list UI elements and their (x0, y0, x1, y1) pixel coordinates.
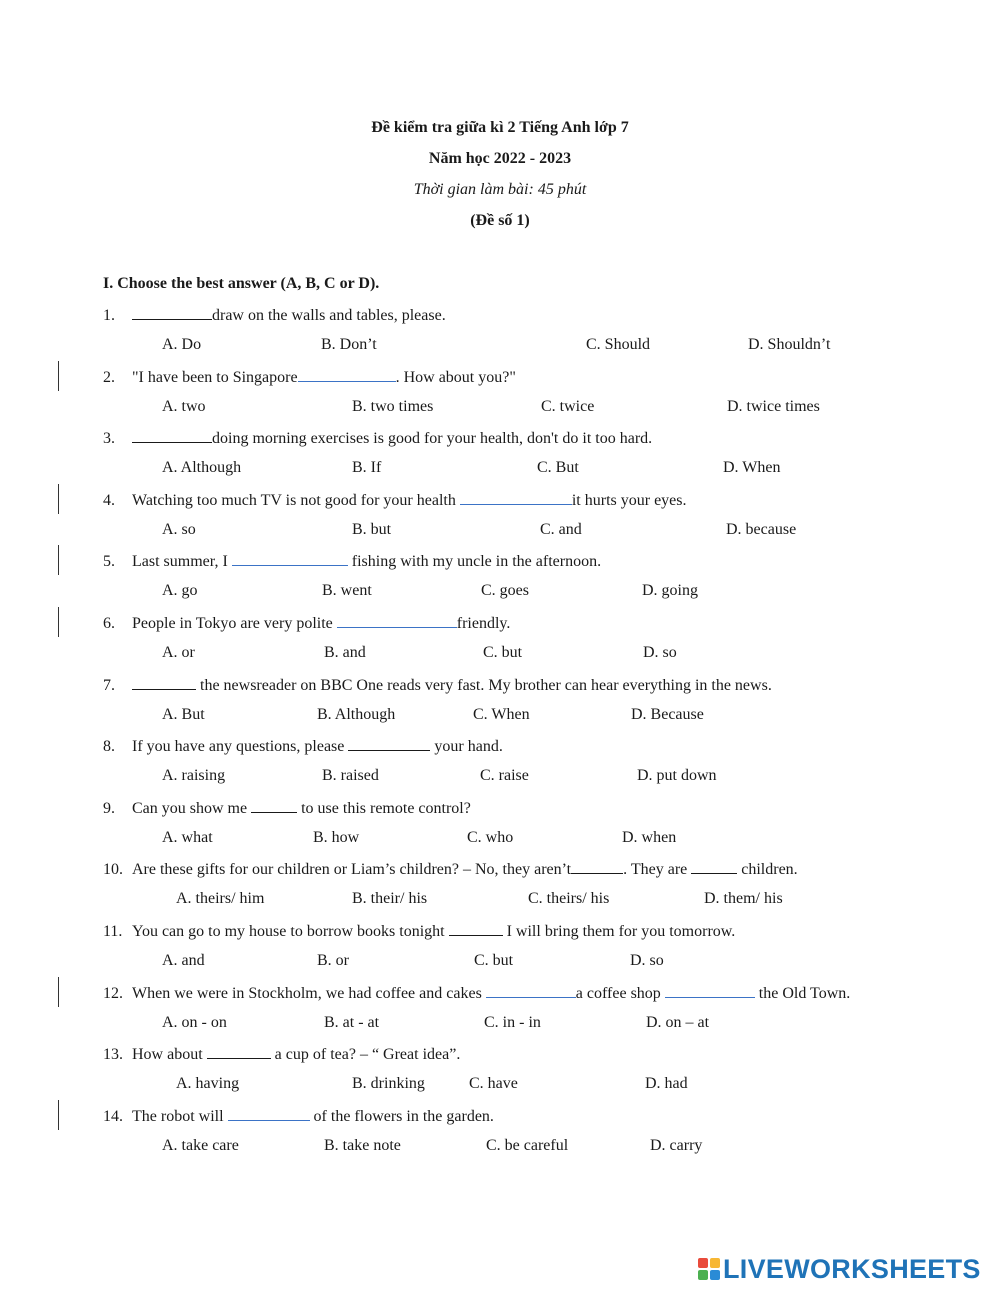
answer-option[interactable]: B. take note (324, 1137, 401, 1154)
answer-blank[interactable] (132, 428, 212, 443)
answer-option[interactable]: A. or (162, 644, 195, 661)
logo-mark-icon (698, 1258, 720, 1280)
answer-blank[interactable] (132, 305, 212, 320)
answer-option[interactable]: C. twice (541, 398, 595, 415)
question-text: to use this remote control? (297, 800, 471, 817)
question-number: 8. (103, 738, 115, 755)
question-text: a coffee shop (575, 985, 665, 1002)
question-text: the Old Town. (754, 985, 851, 1002)
answer-option[interactable]: C. in - in (484, 1014, 541, 1031)
question-number: 12. (103, 985, 123, 1002)
answer-option[interactable]: B. went (322, 582, 372, 599)
question-number: 11. (103, 923, 123, 940)
answer-option[interactable]: B. two times (352, 398, 434, 415)
question-text: . They are (623, 861, 692, 878)
answer-option[interactable]: A. having (176, 1075, 240, 1092)
answer-option[interactable]: D. so (630, 952, 664, 969)
answer-option[interactable]: A. Do (162, 336, 202, 353)
answer-blank[interactable] (460, 490, 572, 505)
revision-mark (58, 977, 59, 1007)
revision-mark (58, 607, 59, 637)
answer-blank[interactable] (665, 983, 755, 998)
question-text: friendly. (456, 615, 511, 632)
question-6 (103, 613, 510, 633)
question-11 (103, 921, 735, 941)
question-number: 5. (103, 553, 115, 570)
question-text: a cup of tea? – “ Great idea”. (270, 1046, 461, 1063)
liveworksheets-logo (698, 1254, 981, 1284)
answer-option[interactable]: A. theirs/ him (176, 890, 265, 907)
question-text: The robot will (132, 1108, 228, 1125)
question-text: it hurts your eyes. (571, 492, 687, 509)
question-text: fishing with my uncle in the afternoon. (347, 553, 602, 570)
answer-option[interactable]: D. so (643, 644, 677, 661)
answer-option[interactable]: C. but (483, 644, 523, 661)
question-number: 6. (103, 615, 115, 632)
answer-blank[interactable] (132, 675, 196, 690)
question-text: "I have been to Singapore (132, 369, 298, 386)
answer-blank[interactable] (571, 859, 623, 874)
answer-option[interactable]: A. go (162, 582, 198, 599)
question-number: 3. (103, 430, 115, 447)
answer-option[interactable]: A. on - on (162, 1014, 227, 1031)
question-2 (103, 367, 516, 387)
answer-option[interactable]: D. because (726, 521, 797, 538)
question-text: How about (132, 1046, 207, 1063)
question-14 (103, 1106, 494, 1126)
answer-option[interactable]: B. and (324, 644, 366, 661)
answer-option[interactable]: B. drinking (352, 1075, 425, 1092)
answer-option[interactable]: B. at - at (324, 1014, 380, 1031)
question-text: your hand. (430, 738, 503, 755)
question-text: doing morning exercises is good for your health, don't do it too hard. (212, 430, 653, 447)
answer-option[interactable]: D. When (723, 459, 781, 476)
answer-option[interactable]: A. two (162, 398, 206, 415)
answer-option[interactable]: B. their/ his (352, 890, 428, 907)
answer-option[interactable]: A. take care (162, 1137, 239, 1154)
answer-option[interactable]: C. When (473, 706, 530, 723)
answer-option[interactable]: C. But (537, 459, 579, 476)
answer-option[interactable]: D. put down (637, 767, 717, 784)
answer-option[interactable]: C. be careful (486, 1137, 569, 1154)
answer-blank[interactable] (251, 798, 297, 813)
question-text: . How about you?" (395, 369, 516, 386)
answer-blank[interactable] (691, 859, 737, 874)
question-text: children. (737, 861, 798, 878)
question-text: of the flowers in the garden. (309, 1108, 494, 1125)
question-number: 2. (103, 369, 115, 386)
answer-option[interactable]: D. Shouldn’t (748, 336, 831, 353)
answer-option[interactable]: A. Although (162, 459, 242, 476)
question-text: Last summer, I (132, 553, 232, 570)
answer-option[interactable]: B. raised (322, 767, 379, 784)
answer-option[interactable]: C. theirs/ his (528, 890, 610, 907)
question-text: Can you show me (132, 800, 252, 817)
question-text: You can go to my house to borrow books tonight (132, 923, 449, 940)
revision-mark (58, 484, 59, 514)
answer-option[interactable]: C. have (469, 1075, 518, 1092)
exam-code: (Đề số 1) (470, 212, 530, 229)
answer-option[interactable]: B. Don’t (321, 336, 377, 353)
question-text: draw on the walls and tables, please. (212, 307, 446, 324)
answer-option[interactable]: C. Should (586, 336, 651, 353)
revision-mark (58, 545, 59, 575)
question-text: Are these gifts for our children or Liam’s children? – No, they aren’t (132, 861, 572, 878)
school-year: Năm học 2022 - 2023 (428, 150, 572, 167)
answer-blank[interactable] (486, 983, 576, 998)
answer-option[interactable]: B. Although (317, 706, 396, 723)
answer-blank[interactable] (337, 613, 457, 628)
section-heading: I. Choose the best answer (A, B, C or D). (103, 275, 380, 292)
question-number: 4. (103, 492, 115, 509)
question-13 (103, 1044, 460, 1064)
answer-option[interactable]: D. carry (650, 1137, 703, 1154)
answer-option[interactable]: D. twice times (727, 398, 820, 415)
question-text: the newsreader on BBC One reads very fast. My brother can hear everything in the news. (196, 677, 772, 694)
answer-option[interactable]: C. goes (481, 582, 529, 599)
answer-option[interactable]: B. but (352, 521, 392, 538)
question-8 (103, 736, 503, 756)
answer-option[interactable]: D. them/ his (704, 890, 783, 907)
answer-option[interactable]: C. raise (480, 767, 529, 784)
answer-option[interactable]: B. If (352, 459, 382, 476)
answer-blank[interactable] (449, 921, 503, 936)
answer-option[interactable]: A. so (162, 521, 196, 538)
answer-option[interactable]: A. and (162, 952, 205, 969)
question-number: 9. (103, 800, 115, 817)
answer-option[interactable]: A. what (162, 829, 213, 846)
answer-option[interactable]: D. had (645, 1075, 688, 1092)
answer-option[interactable]: D. Because (631, 706, 704, 723)
revision-mark (58, 361, 59, 391)
revision-mark (58, 1100, 59, 1130)
question-number: 13. (103, 1046, 123, 1063)
question-number: 14. (103, 1108, 123, 1125)
question-text: If you have any questions, please (132, 738, 349, 755)
question-number: 10. (103, 861, 123, 878)
answer-option[interactable]: C. who (467, 829, 514, 846)
question-number: 7. (103, 677, 115, 694)
exam-title: Đề kiểm tra giữa kì 2 Tiếng Anh lớp 7 (371, 119, 629, 136)
answer-option[interactable]: D. on – at (646, 1014, 710, 1031)
question-3 (103, 428, 652, 448)
question-4 (103, 490, 687, 510)
question-1 (103, 305, 446, 325)
answer-option[interactable]: D. when (622, 829, 677, 846)
answer-option[interactable]: B. or (317, 952, 349, 969)
question-number: 1. (103, 307, 115, 324)
answer-option[interactable]: A. But (162, 706, 205, 723)
question-text: I will bring them for you tomorrow. (502, 923, 736, 940)
answer-blank[interactable] (348, 736, 430, 751)
question-7 (103, 675, 772, 695)
answer-blank[interactable] (228, 1106, 310, 1121)
question-text: When we were in Stockholm, we had coffee and cakes (132, 985, 486, 1002)
question-text: Watching too much TV is not good for your health (132, 492, 460, 509)
question-10 (103, 859, 798, 879)
exam-duration: Thời gian làm bài: 45 phút (413, 181, 587, 198)
question-9 (103, 798, 471, 818)
question-text: People in Tokyo are very polite (132, 615, 337, 632)
question-12 (103, 983, 850, 1003)
answer-blank[interactable] (207, 1044, 271, 1059)
logo-text: LIVEWORKSHEETS (723, 1253, 981, 1284)
answer-option[interactable]: C. but (474, 952, 514, 969)
answer-blank[interactable] (298, 367, 396, 382)
answer-option[interactable]: C. and (540, 521, 582, 538)
question-5 (103, 551, 601, 571)
answer-option[interactable]: D. going (642, 582, 698, 599)
answer-option[interactable]: B. how (313, 829, 360, 846)
answer-option[interactable]: A. raising (162, 767, 226, 784)
answer-blank[interactable] (232, 551, 348, 566)
